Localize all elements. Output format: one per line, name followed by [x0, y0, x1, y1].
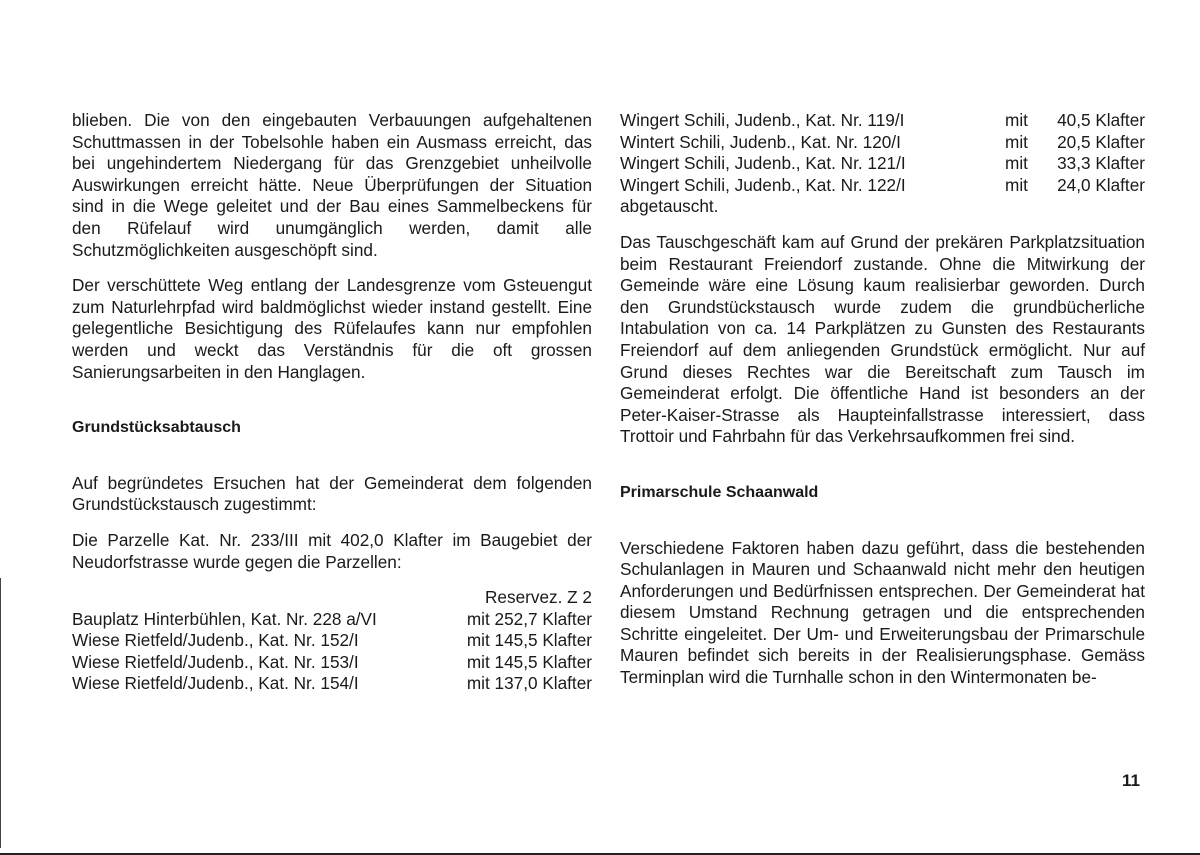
paragraph-tauschgeschaeft: Das Tauschgeschäft kam auf Grund der prekären Parkplatzsituation beim Restaurant Freiendorf zustande. Ohne die Mitwirkung der Gemeinde wäre eine Lösung kaum realisierbar geworden. Durch den Grundstückstausch wurde zudem die grundbücherliche Intabulation von ca. 14 Parkplätzen zu Gunsten des Restaurants Freiendorf auf dem anliegenden Grundstück ermöglicht. Nur auf Grund dieses Rechtes war die Bereitschaft zum Tausch im Gemeinderat erfolgt. Die öffentliche Hand ist besonders an der Peter-Kaiser-Strasse als Haupteinfallstrasse interessiert, dass Trottoir und Fahrbahn für das Verkehrsaufkommen frei sind.	[620, 231, 1145, 447]
left-column	[72, 110, 592, 695]
parcel-area: mit 145,5 Klafter	[466, 651, 592, 672]
parcel-area: mit 252,7 Klafter	[466, 608, 592, 629]
parcel-name: Wiese Rietfeld/Judenb., Kat. Nr. 152/I	[72, 630, 359, 651]
parcel-mit: mit	[1005, 153, 1028, 174]
parcel-area: mit 137,0 Klafter	[466, 673, 592, 694]
paragraph-schulanlagen: Verschiedene Faktoren haben dazu geführt, dass die bestehenden Schulanlagen in Mauren und Schaanwald nicht mehr den heutigen Anforderungen und Bedürfnissen entsprechen. Der Gemeinderat hat diesem Umstand Rechnung getragen und die entsprechenden Schritte eingeleitet. Der Um- und Erweiterungsbau der Primarschule Mauren befindet sich bereits in der Realisierungsphase. Gemäss Terminplan wird die Turnhalle schon in den Wintermonaten be-	[620, 537, 1145, 688]
text-abgetauscht: abgetauscht.	[620, 196, 719, 217]
parcel-mit: mit	[1005, 131, 1028, 152]
parcel-table-left	[72, 609, 592, 695]
section-heading-primarschule: Primarschule Schaanwald	[620, 483, 819, 501]
table-row	[620, 132, 1145, 154]
page-number: 11	[1122, 771, 1140, 790]
table-row	[620, 153, 1145, 175]
parcel-area: 20,5 Klafter	[1057, 131, 1145, 152]
parcel-area: 33,3 Klafter	[1057, 153, 1145, 174]
parcel-name: Wingert Schili, Judenb., Kat. Nr. 122/I	[620, 174, 906, 195]
table-row	[620, 110, 1145, 132]
table-row	[72, 630, 592, 652]
parcel-area: 24,0 Klafter	[1057, 174, 1145, 195]
paragraph-weg-landesgrenze: Der verschüttete Weg entlang der Landesgrenze vom Gsteuengut zum Naturlehrpfad wird baldmöglichst wieder instand gestellt. Eine gelegentliche Besichtigung des Rüfelaufes kann nur empfohlen werden und weckt das Verständnis für die oft grossen Sanierungsarbeiten in den Hanglagen.	[72, 275, 592, 382]
paragraph-ersuchen: Auf begründetes Ersuchen hat der Gemeinderat dem folgenden Grundstückstausch zugestimmt:	[72, 472, 592, 515]
parcel-name: Wintert Schili, Judenb., Kat. Nr. 120/I	[620, 131, 901, 152]
table-row	[620, 175, 1145, 197]
paragraph-rufe-schutt: blieben. Die von den eingebauten Verbauungen aufgehaltenen Schuttmassen in der Tobelsohle haben ein Ausmass erreicht, das bei ungehindertem Niedergang für das Grenzgebiet unheilvolle Auswirkungen erreicht hätte. Neue Überprüfungen der Situation sind in die Wege geleitet und der Bau eines Sammelbeckens für den Rüfelauf wird unumgänglich werden, damit alle Schutzmöglichkeiten ausgeschöpft sind.	[72, 110, 592, 260]
parcel-name: Wingert Schili, Judenb., Kat. Nr. 121/I	[620, 153, 906, 174]
table-header-reservezone: Reservez. Z 2	[485, 587, 592, 608]
parcel-mit: mit	[1005, 110, 1028, 130]
table-row	[72, 652, 592, 674]
parcel-table-right	[620, 110, 1145, 196]
parcel-name: Bauplatz Hinterbühlen, Kat. Nr. 228 a/VI	[72, 608, 377, 629]
right-column	[620, 110, 1145, 689]
parcel-name: Wingert Schili, Judenb., Kat. Nr. 119/I	[620, 110, 905, 130]
page-edge-left	[0, 578, 1, 848]
parcel-area: 40,5 Klafter	[1057, 110, 1145, 130]
parcel-name: Wiese Rietfeld/Judenb., Kat. Nr. 154/I	[72, 673, 359, 694]
paragraph-parzelle: Die Parzelle Kat. Nr. 233/III mit 402,0 Klafter im Baugebiet der Neudorfstrasse wurde gegen die Parzellen:	[72, 529, 592, 572]
parcel-mit: mit	[1005, 174, 1028, 195]
parcel-area: mit 145,5 Klafter	[466, 630, 592, 651]
section-heading-grundstuecksabtausch: Grundstücksabtausch	[72, 419, 241, 437]
table-row	[72, 609, 592, 631]
table-row	[72, 673, 592, 695]
parcel-name: Wiese Rietfeld/Judenb., Kat. Nr. 153/I	[72, 651, 359, 672]
